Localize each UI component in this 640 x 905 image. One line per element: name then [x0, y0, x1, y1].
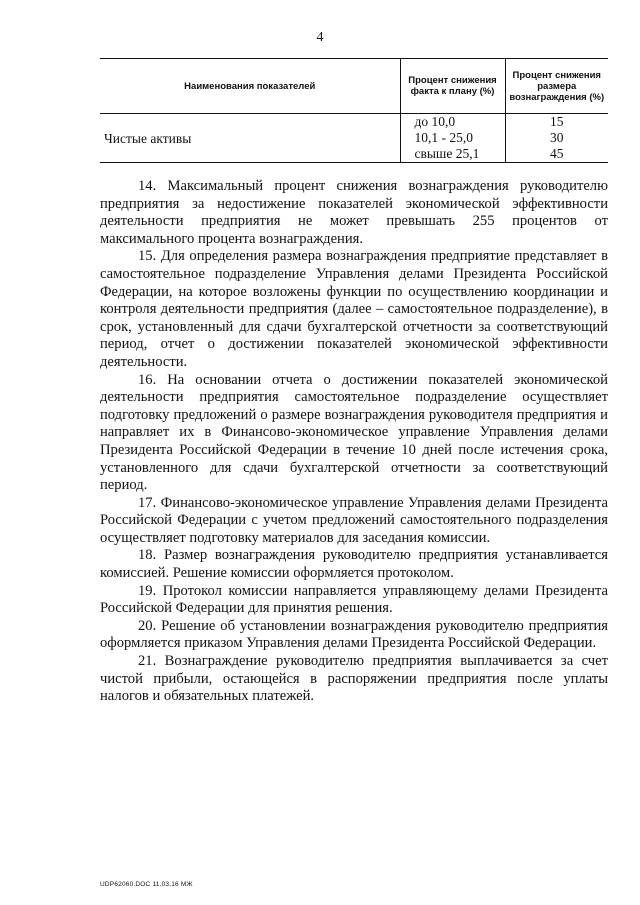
range-item: 10,1 - 25,0	[414, 130, 473, 145]
paragraph-16: 16. На основании отчета о достижении показателей экономической деятельности предприятия самостоятельное подразделение осуществляет подготовку предложений о размере вознаграждения руководителя предприятия и направляет их в Финансово-экономическое управление Управления делами Президента Российской Федерации в течение 10 дней после истечения срока, установленного для сдачи бухгалтерской отчетности за соответствующий период.	[100, 371, 608, 494]
indicator-name-cell: Чистые активы	[100, 114, 400, 163]
table-header-row	[100, 59, 608, 114]
deviation-ranges-cell	[400, 114, 505, 163]
header-reward-reduction: Процент снижения размера вознаграждения (%)	[505, 59, 608, 114]
document-body	[100, 178, 608, 706]
reduction-values-cell	[505, 114, 608, 163]
paragraph-18: 18. Размер вознаграждения руководителю предприятия устанавливается комиссией. Решение комиссии оформляется протоколом.	[100, 547, 608, 582]
range-item: свыше 25,1	[414, 146, 480, 161]
reduction-value: 45	[550, 146, 564, 161]
paragraph-17: 17. Финансово-экономическое управление Управления делами Президента Российской Федерации с учетом предложений самостоятельного подразделения осуществляет подготовку материалов для заседания комиссии.	[100, 494, 608, 546]
reduction-value: 15	[550, 114, 564, 129]
indicators-table	[100, 58, 608, 163]
paragraph-14: 14. Максимальный процент снижения вознаграждения руководителю предприятия за недостижение показателей экономической эффективности деятельности предприятия не может превышать 255 процентов от максимального процента вознаграждения.	[100, 178, 608, 247]
paragraph-15: 15. Для определения размера вознаграждения предприятие представляет в самостоятельное подразделение Управления делами Президента Российской Федерации, на которое возложены функции по осуществлению координации и контроля деятельности предприятия (далее – самостоятельное подразделение), в срок, установленный для сдачи бухгалтерской отчетности за соответствующий период, отчет о достижении показателей экономической эффективности деятельности.	[100, 248, 608, 370]
paragraph-20: 20. Решение об установлении вознаграждения руководителю предприятия оформляется приказом Управления делами Президента Российской Федерации.	[100, 617, 608, 652]
header-indicator-name: Наименования показателей	[100, 59, 400, 114]
header-plan-deviation: Процент снижения факта к плану (%)	[400, 59, 505, 114]
paragraph-19: 19. Протокол комиссии направляется управляющему делами Президента Российской Федерации для принятия решения.	[100, 582, 608, 617]
page-number: 4	[316, 30, 324, 45]
table-row	[100, 114, 608, 163]
range-item: до 10,0	[414, 114, 456, 129]
paragraph-21: 21. Вознаграждение руководителю предприятия выплачивается за счет чистой прибыли, остающейся в распоряжении предприятия после уплаты налогов и обязательных платежей.	[100, 653, 608, 705]
reduction-value: 30	[550, 130, 564, 145]
document-footer-code: UDP62060.DOC 11.03.16 МЖ	[100, 881, 193, 888]
